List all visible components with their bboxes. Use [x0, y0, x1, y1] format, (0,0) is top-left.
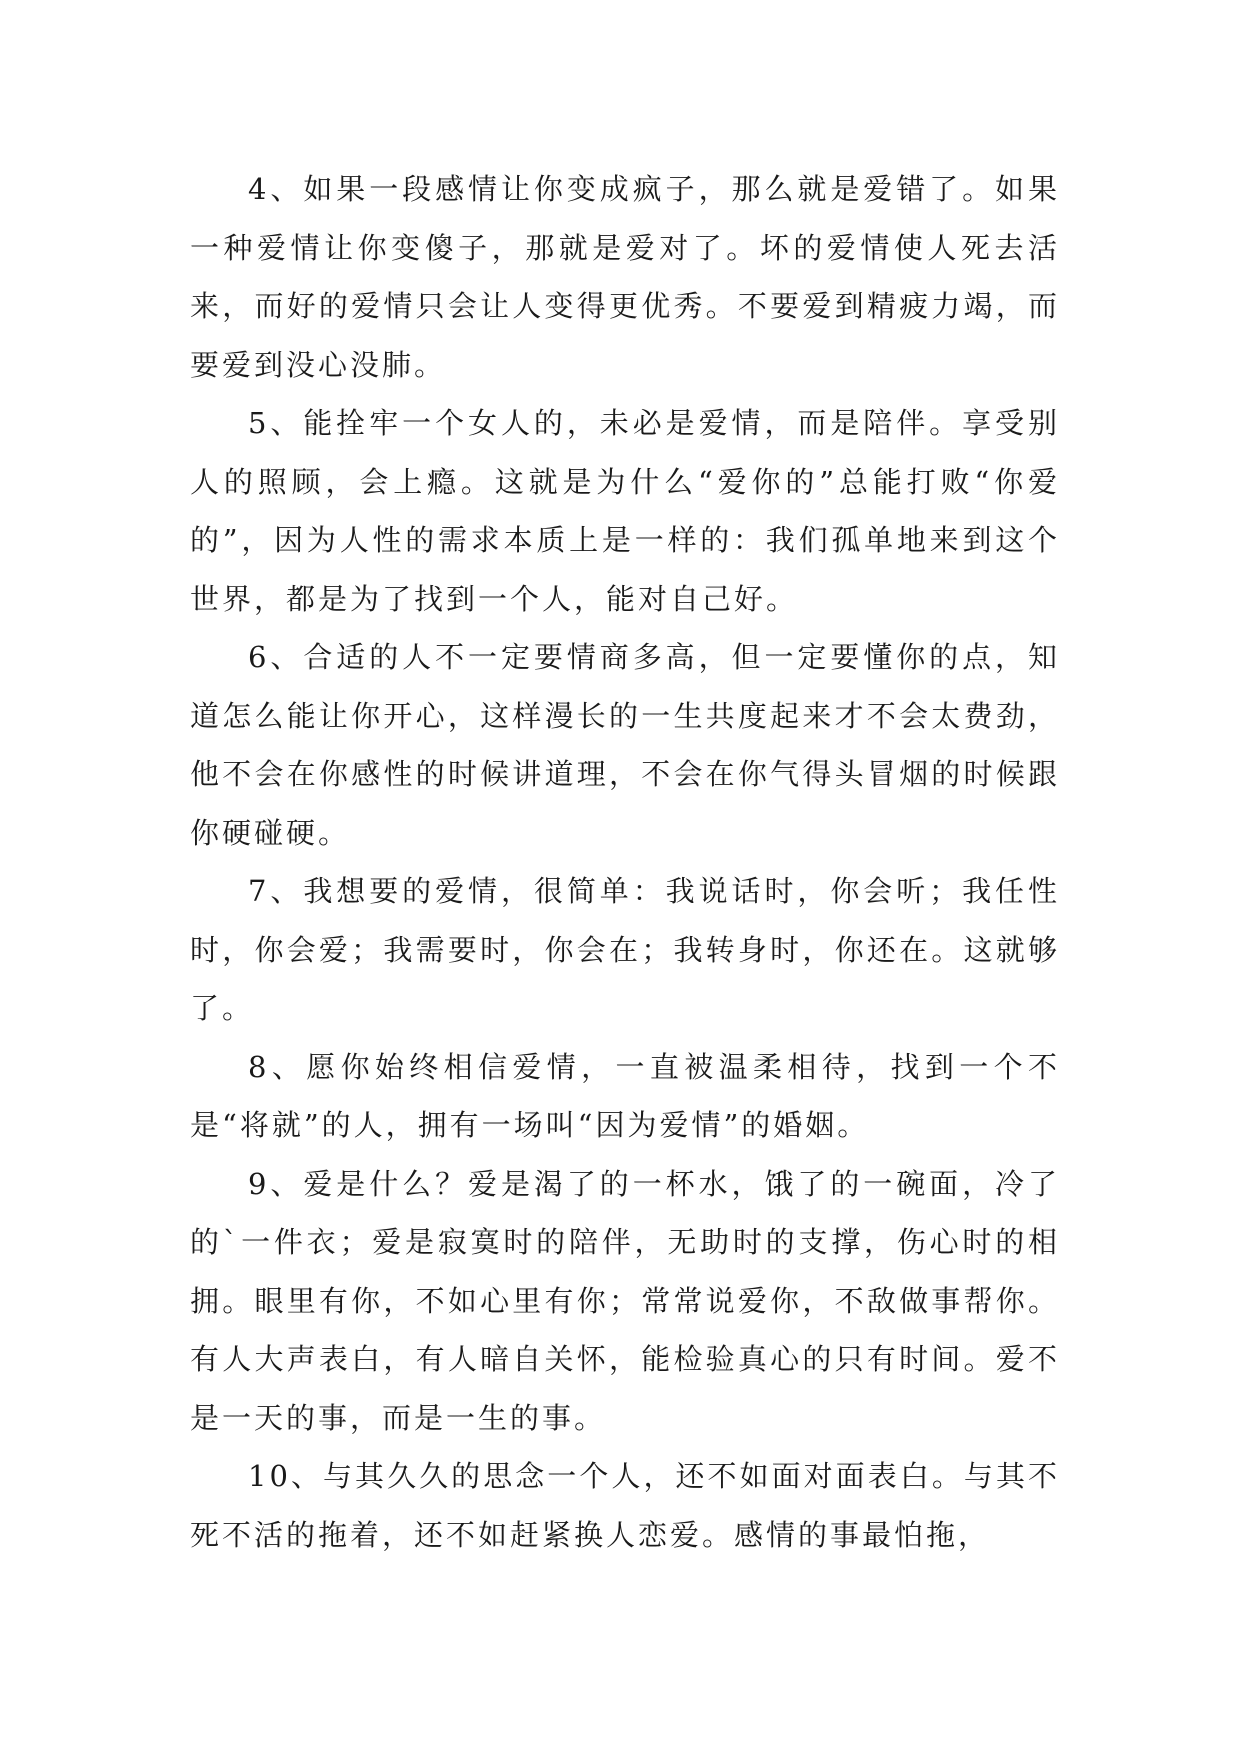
paragraph-6: 6、合适的人不一定要情商多高，但一定要懂你的点，知道怎么能让你开心，这样漫长的一生共度起来才不会太费劲，他不会在你感性的时候讲道理，不会在你气得头冒烟的时候跟你硬碰硬。: [190, 640, 1060, 850]
paragraph-4: 4、如果一段感情让你变成疯子，那么就是爱错了。如果一种爱情让你变傻子，那就是爱对了。坏的爱情使人死去活来，而好的爱情只会让人变得更优秀。不要爱到精疲力竭，而要爱到没心没肺。: [190, 172, 1060, 382]
paragraph-8: 8、愿你始终相信爱情，一直被温柔相待，找到一个不是“将就”的人，拥有一场叫“因为爱情”的婚姻。: [190, 1049, 1060, 1142]
paragraph-7: 7、我想要的爱情，很简单：我说话时，你会听；我任性时，你会爱；我需要时，你会在；我转身时，你还在。这就够了。: [190, 874, 1060, 1025]
paragraph-10: 10、与其久久的思念一个人，还不如面对面表白。与其不死不活的拖着，还不如赶紧换人恋爱。感情的事最怕拖，: [190, 1459, 1060, 1552]
paragraph-9: 9、爱是什么？爱是渴了的一杯水，饿了的一碗面，冷了的`一件衣；爱是寂寞时的陪伴，无助时的支撑，伤心时的相拥。眼里有你，不如心里有你；常常说爱你，不敌做事帮你。有人大声表白，有人暗自关怀，能检验真心的只有时间。爱不是一天的事，而是一生的事。: [190, 1166, 1060, 1435]
document-body: [190, 160, 1060, 1564]
paragraph-5: 5、能拴牢一个女人的，未必是爱情，而是陪伴。享受别人的照顾，会上瘾。这就是为什么“爱你的”总能打败“你爱的”，因为人性的需求本质上是一样的：我们孤单地来到这个世界，都是为了找到一个人，能对自己好。: [190, 406, 1060, 616]
